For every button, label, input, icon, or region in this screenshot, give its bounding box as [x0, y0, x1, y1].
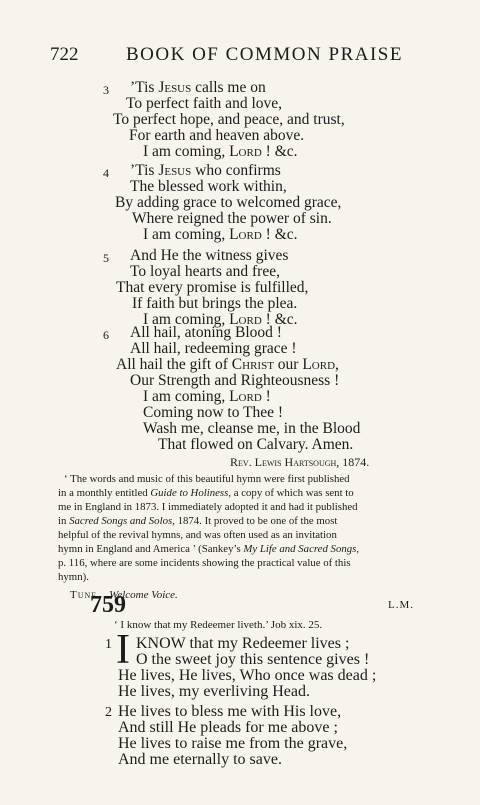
verse-line: ’Tis Jesus who confirms: [130, 162, 281, 179]
verse-line: And He the witness gives: [130, 247, 289, 264]
footnote-line: ‘ The words and music of this beautiful hymn were first published: [64, 473, 350, 485]
refrain-line: Wash me, cleanse me, in the Blood: [143, 420, 361, 437]
verse-number: 1: [105, 637, 112, 652]
drop-cap: I: [116, 627, 130, 673]
footnote-line: me in England in 1873. I immediately adopted it and had it published: [58, 501, 358, 513]
verse-number: 2: [105, 705, 112, 720]
verse-line: All hail, redeeming grace !: [130, 340, 297, 357]
verse-line: ’Tis Jesus calls me on: [130, 79, 266, 96]
verse-line: He lives to bless me with His love,: [118, 703, 342, 720]
verse-line: To perfect faith and love,: [126, 95, 282, 112]
verse-line: He lives, my everliving Head.: [118, 683, 310, 700]
verse-line: He lives to raise me from the grave,: [118, 735, 348, 752]
verse-line: The blessed work within,: [130, 178, 287, 195]
footnote-line: hymn).: [58, 571, 89, 583]
verse-line: He lives, He lives, Who once was dead ;: [118, 667, 377, 684]
verse-number: 3: [103, 83, 109, 97]
verse-line: All hail, atoning Blood !: [130, 324, 282, 341]
meter-label: L.M.: [388, 599, 414, 611]
verse-line: KNOW that my Redeemer lives ;: [136, 635, 350, 652]
verse-number: 6: [103, 328, 109, 342]
refrain-line: I am coming, Lord ! &c.: [143, 143, 298, 160]
verse-line: By adding grace to welcomed grace,: [115, 194, 342, 211]
verse-line: If faith but brings the plea.: [132, 295, 298, 312]
verse-line: To loyal hearts and free,: [130, 263, 280, 280]
refrain-line: That flowed on Calvary. Amen.: [158, 436, 354, 453]
verse-line: For earth and heaven above.: [129, 127, 305, 144]
page-number: 722: [50, 44, 79, 65]
verse-line: O the sweet joy this sentence gives !: [136, 651, 370, 668]
epigraph: ‘ I know that my Redeemer liveth.’ Job xix. 25.: [114, 619, 323, 631]
footnote-line: in a monthly entitled Guide to Holiness, a copy of which was sent to: [58, 487, 354, 499]
verse-number: 5: [103, 251, 109, 265]
refrain-line: Coming now to Thee !: [143, 404, 284, 421]
refrain-line: I am coming, Lord ! &c.: [143, 311, 298, 328]
verse-line: And still He pleads for me above ;: [118, 719, 338, 736]
tune-line: Tune. Welcome Voice.: [70, 589, 178, 601]
verse-line: And me eternally to save.: [118, 751, 282, 768]
footnote-line: helpful of the revival hymns, and was often used as an invitation: [58, 529, 337, 541]
footnote-line: hymn in England and America ’ (Sankey’s My Life and Sacred Songs,: [58, 543, 360, 555]
footnote-line: in Sacred Songs and Solos, 1874. It proved to be one of the most: [58, 515, 338, 527]
author-attribution: Rev. Lewis Hartsough, 1874.: [230, 455, 370, 469]
verse-number: 4: [103, 166, 109, 180]
verse-line: To perfect hope, and peace, and trust,: [113, 111, 345, 128]
verse-line: Where reigned the power of sin.: [132, 210, 332, 227]
hymn-number: 759: [90, 592, 126, 618]
refrain-line: I am coming, Lord !: [143, 388, 271, 405]
running-title: BOOK OF COMMON PRAISE: [126, 44, 403, 65]
verse-line: Our Strength and Righteousness !: [130, 372, 340, 389]
verse-line: All hail the gift of Christ our Lord,: [116, 356, 339, 373]
refrain-line: I am coming, Lord ! &c.: [143, 226, 298, 243]
verse-line: That every promise is fulfilled,: [116, 279, 309, 296]
footnote-line: p. 116, where are some incidents showing the practical value of this: [58, 557, 351, 569]
